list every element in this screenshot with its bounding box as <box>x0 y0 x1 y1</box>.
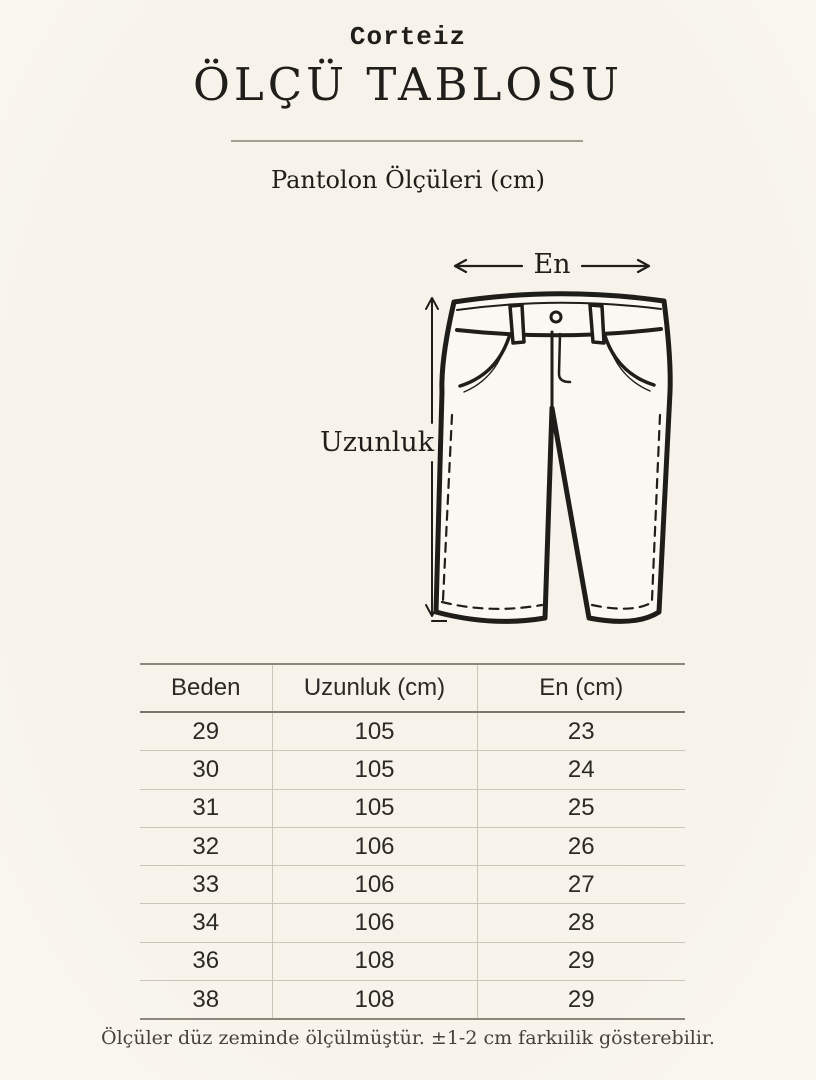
table-row <box>140 942 685 980</box>
table-cell: 29 <box>477 942 685 980</box>
table-row <box>140 904 685 942</box>
measurement-disclaimer: Ölçüler düz zeminde ölçülmüştür. ±1-2 cm farkıilik gösterebilir. <box>101 1027 715 1049</box>
size-table-body <box>140 712 685 1019</box>
length-label: Uzunluk <box>320 427 435 458</box>
table-row <box>140 866 685 904</box>
table-cell: 38 <box>140 981 272 1020</box>
table-cell: 30 <box>140 751 272 789</box>
table-row <box>140 751 685 789</box>
table-cell: 105 <box>272 712 477 751</box>
table-cell: 29 <box>140 712 272 751</box>
title-divider <box>231 140 583 142</box>
pants-illustration-icon <box>430 280 680 636</box>
table-cell: 34 <box>140 904 272 942</box>
table-cell: 33 <box>140 866 272 904</box>
table-cell: 26 <box>477 827 685 865</box>
table-cell: 31 <box>140 789 272 827</box>
table-cell: 106 <box>272 866 477 904</box>
table-row <box>140 789 685 827</box>
page-title: ÖLÇÜ TABLOSU <box>192 58 624 111</box>
table-cell: 105 <box>272 751 477 789</box>
table-row <box>140 827 685 865</box>
table-cell: 28 <box>477 904 685 942</box>
table-cell: 29 <box>477 981 685 1020</box>
column-header-en: En (cm) <box>477 664 685 712</box>
table-cell: 23 <box>477 712 685 751</box>
table-cell: 106 <box>272 827 477 865</box>
page-subtitle: Pantolon Ölçüleri (cm) <box>271 166 545 194</box>
table-cell: 108 <box>272 942 477 980</box>
table-cell: 106 <box>272 904 477 942</box>
table-cell: 24 <box>477 751 685 789</box>
table-cell: 27 <box>477 866 685 904</box>
width-label: En <box>533 249 571 280</box>
table-cell: 108 <box>272 981 477 1020</box>
table-header-row <box>140 664 685 712</box>
table-row <box>140 981 685 1020</box>
table-cell: 105 <box>272 789 477 827</box>
column-header-beden: Beden <box>140 664 272 712</box>
table-cell: 25 <box>477 789 685 827</box>
table-cell: 36 <box>140 942 272 980</box>
size-table <box>140 663 685 1020</box>
brand-name: Corteiz <box>349 22 467 52</box>
table-row <box>140 712 685 751</box>
table-cell: 32 <box>140 827 272 865</box>
column-header-uzunluk: Uzunluk (cm) <box>272 664 477 712</box>
